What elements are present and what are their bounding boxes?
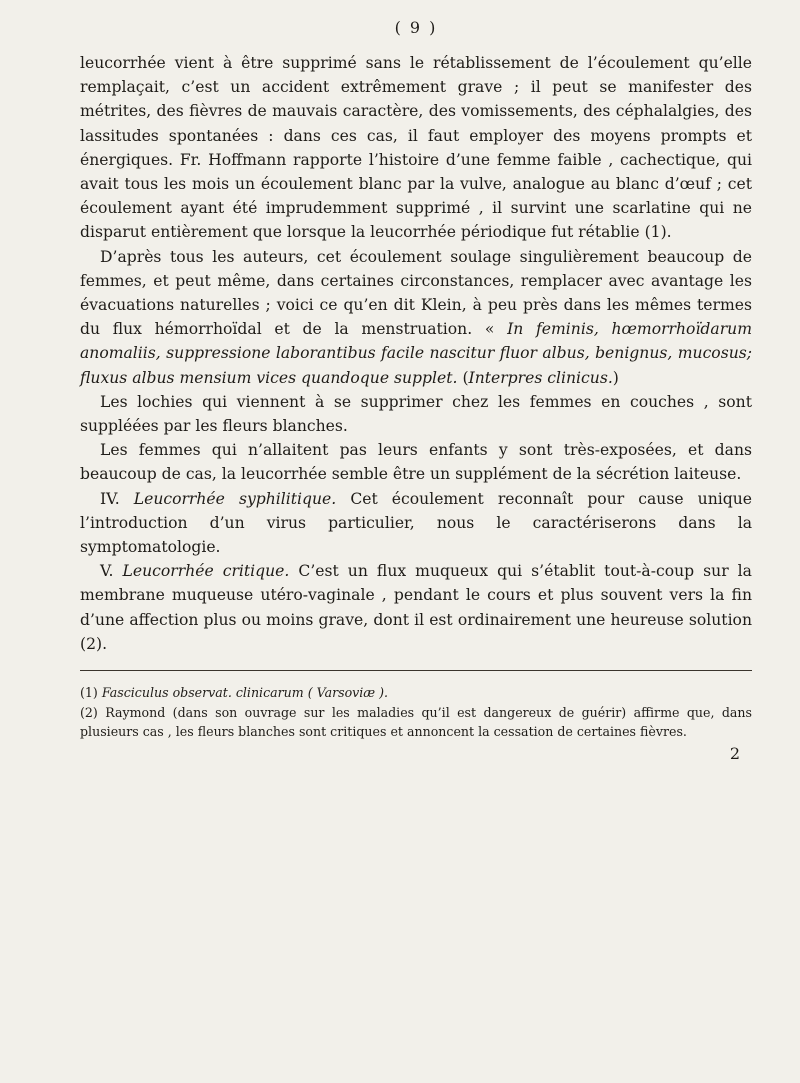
section-iv: [80, 487, 752, 560]
footnote-1-text: Fasciculus observat. clinicarum: [101, 685, 304, 701]
paragraph-continuation: leucorrhée vient à être supprimé sans le rétablissement de l’écoulement qu’elle remplaçait, c’est un accident extrêmement grave ; il peut se manifester des métrites, des fièvres de mauvais caractère, des vomissements, des céphalalgies, des lassitudes spontanées : dans ces cas, il faut employer des moyens prompts et énergiques. Fr. Hoffmann rapporte l’histoire d’une femme faible , cachectique, qui avait tous les mois un écoulement blanc par la vulve, analogue au blanc d’œuf ; cet écoulement ayant été imprudemment supprimé , il survint une scarlatine qui ne disparut entièrement que lorsque la leucorrhée périodique fut rétablie (1).: [80, 54, 752, 242]
quote-source: Interpres clinicus.: [468, 368, 613, 387]
footnote-1: [80, 683, 752, 703]
page-number: ( 9 ): [394, 18, 438, 37]
section-v-text: C’est un flux muqueux qui s’établit tout-à-coup sur la membrane muqueuse utéro-vaginale , pendant le cours et plus souvent vers la fin d’une affection plus ou moins grave, dont il est ordinairement une heureuse solution (2).: [80, 562, 752, 653]
source-close-paren: ): [612, 368, 619, 387]
paragraph-klein: [80, 245, 752, 390]
section-v: [80, 559, 752, 656]
page: [80, 18, 752, 1068]
paragraph-allaitement: Les femmes qui n’allaitent pas leurs enfants y sont très-exposées, et dans beaucoup de cas, la leucorrhée semble être un supplément de la sécrétion laiteuse.: [80, 441, 752, 484]
signature-mark: 2: [729, 743, 740, 763]
footnote-1-mark: (1): [80, 685, 98, 701]
footnote-2: [80, 703, 752, 742]
source-open-paren: (: [462, 368, 469, 387]
paragraph-lochies: Les lochies qui viennent à se supprimer chez les femmes en couches , sont suppléées par les fleurs blanches.: [80, 392, 752, 436]
footnote-2-text: Raymond (dans son ouvrage sur les maladies qu’il est dangereux de guérir) affirme que, dans plusieurs cas , les fleurs blanches sont critiques et annoncent la cessation de certaines fièvres.: [80, 704, 752, 740]
footnotes: [80, 683, 752, 742]
footnote-divider: [80, 670, 752, 671]
footnote-1-place: ( Varsoviæ ).: [307, 685, 389, 701]
section-iv-text: Cet écoulement reconnaît pour cause unique l’introduction d’un virus particulier, nous le caractériserons dans la symptomatologie.: [80, 489, 752, 557]
paragraph-klein-intro: D’après tous les auteurs, cet écoulement soulage singulièrement beaucoup de femmes, et peut même, dans certaines circonstances, remplacer avec avantage les évacuations naturelles ; voici ce qu’en dit Klein, à peu près dans les mêmes termes du flux hémorrhoïdal et de la menstruation. «: [80, 247, 752, 339]
section-v-title: Leucorrhée critique.: [122, 562, 290, 581]
body-text: [80, 51, 752, 656]
section-iv-title: Leucorrhée syphilitique.: [133, 489, 337, 508]
footnote-2-mark: (2): [80, 704, 98, 720]
section-iv-number: IV.: [100, 489, 120, 508]
latin-quote: In feminis, hœmorrhoïdarum anomaliis, suppressione laborantibus facile nascitur fluor albus, benignus, mucosus; fluxus albus mensium vices quandoque supplet.: [80, 320, 752, 387]
section-v-number: V.: [100, 562, 114, 581]
